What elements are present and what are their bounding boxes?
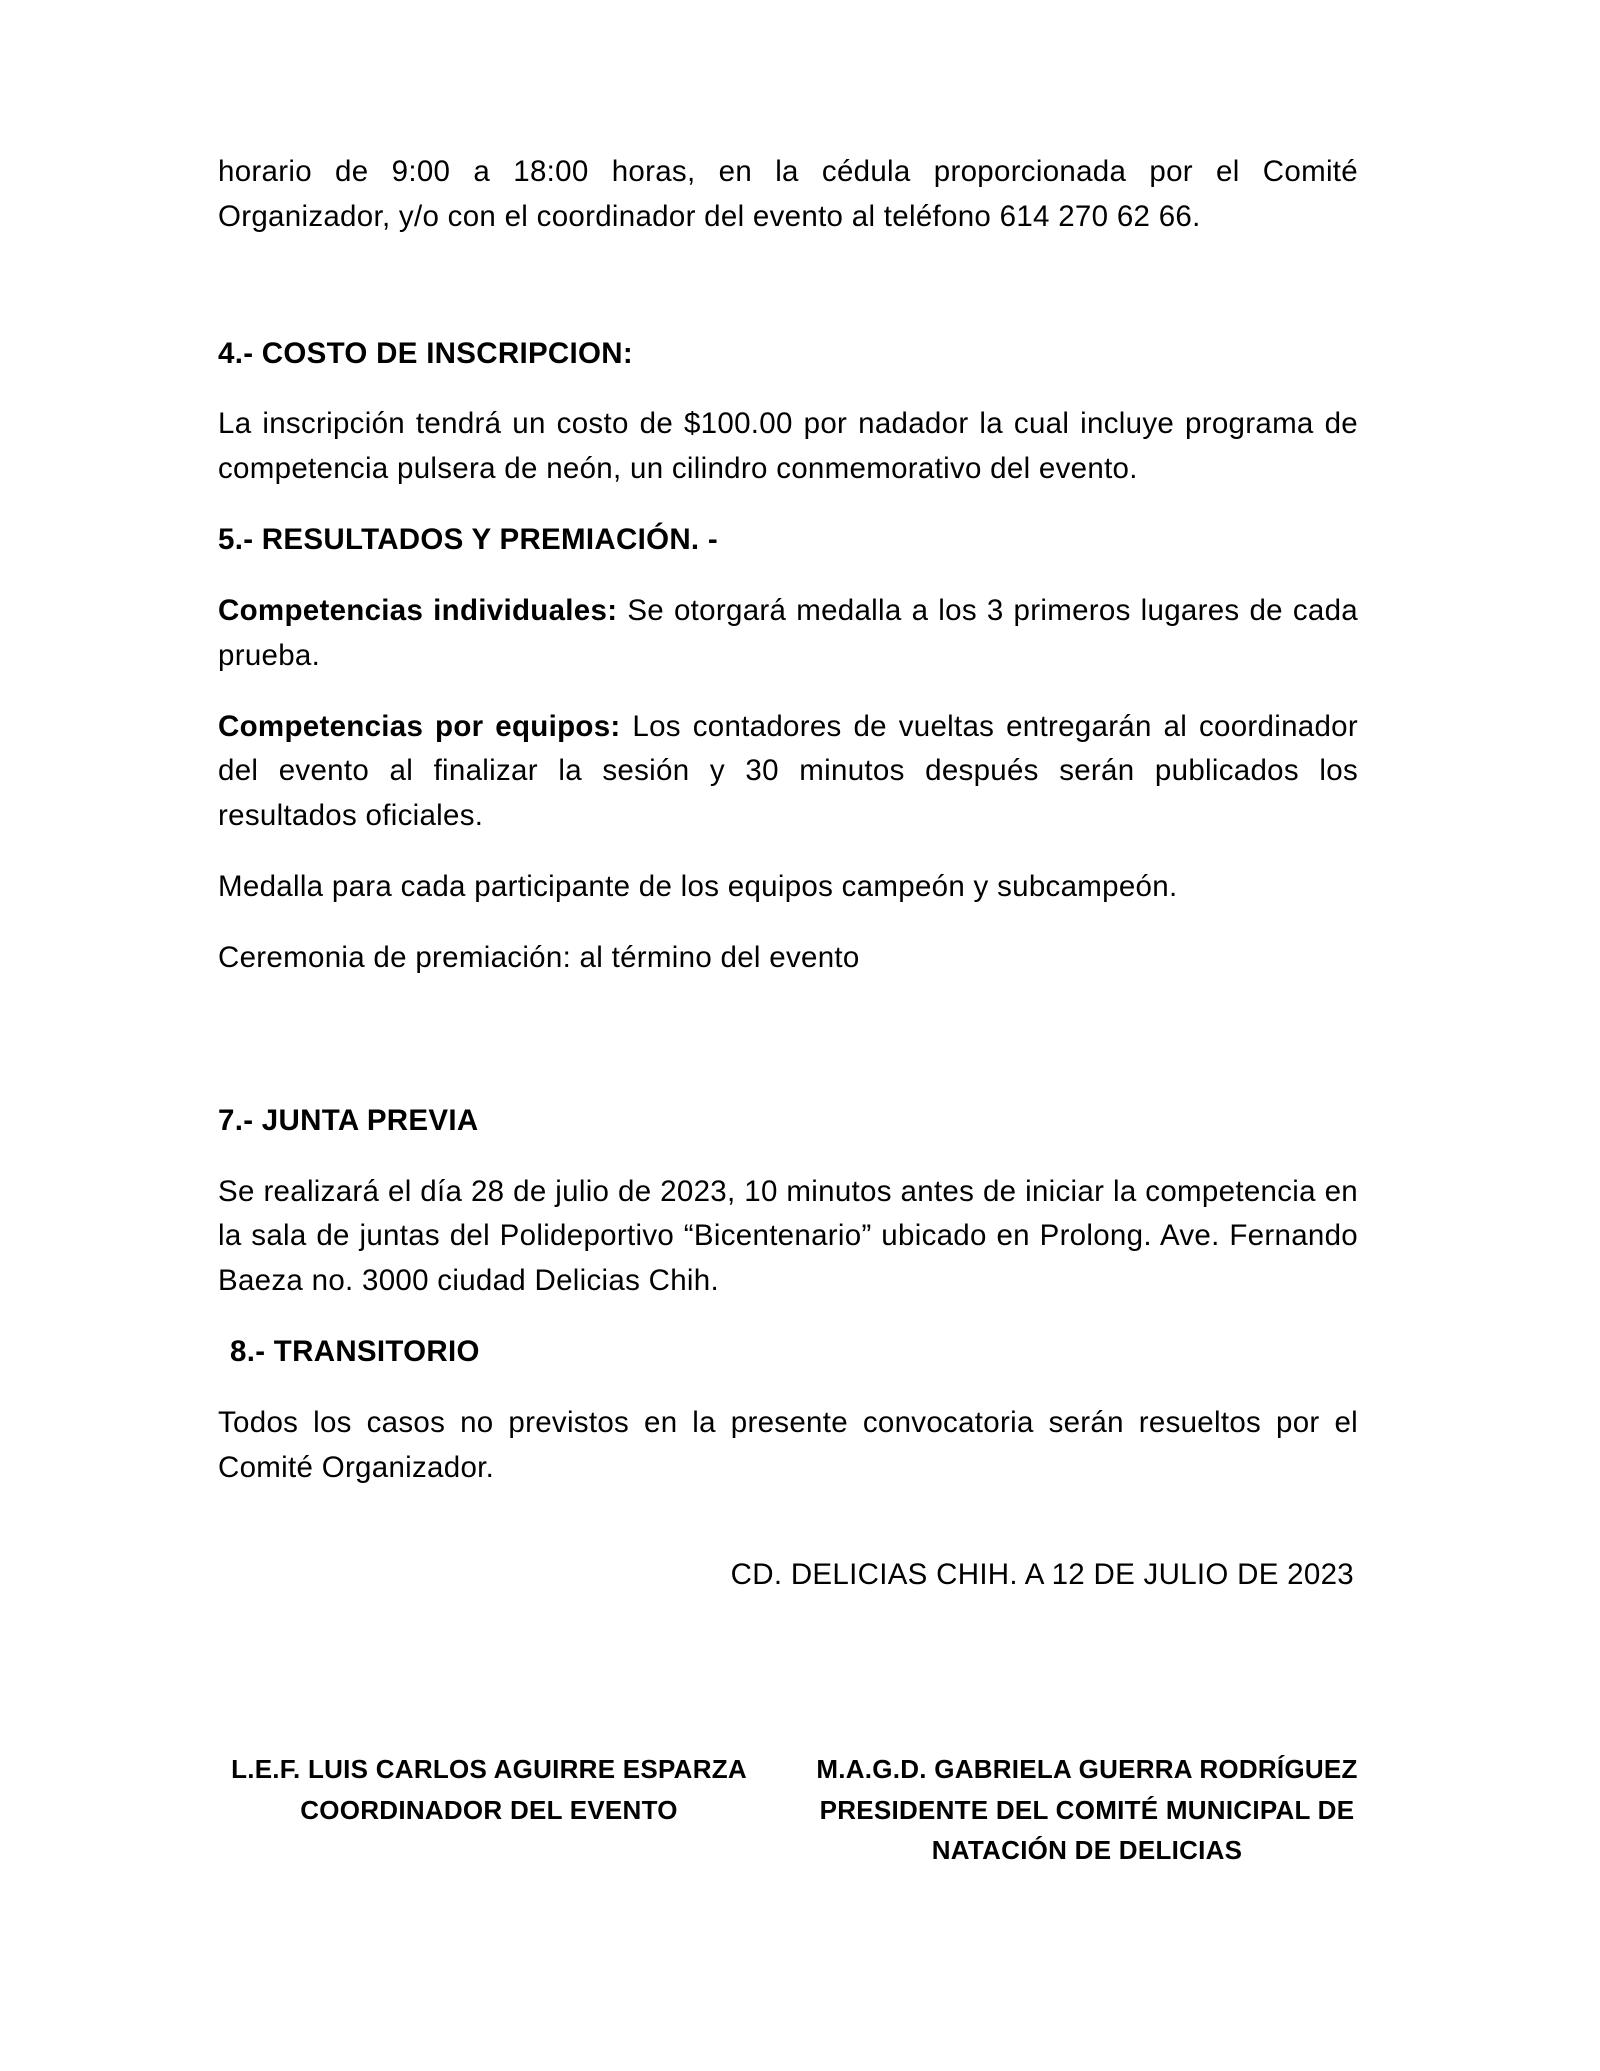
spacer xyxy=(218,563,1358,589)
spacer xyxy=(218,240,1358,332)
paragraph-junta-previa: Se realizará el día 28 de julio de 2023, 10 minutos antes de iniciar la competencia en la sala de juntas del Polideportivo “Bicentenario” ubicado en Prolong. Ave. Fernando Baeza no. 3000 ciudad Delicias Chih. xyxy=(218,1174,1358,1298)
spacer xyxy=(218,839,1358,865)
heading-resultados-premiacion: 5.- RESULTADOS Y PREMIACIÓN. - xyxy=(218,523,719,557)
heading-costo-inscripcion: 4.- COSTO DE INSCRIPCION: xyxy=(218,336,633,370)
signature-block xyxy=(218,1749,1358,1871)
text-competencias-individuales: Se otorgará medalla a los 3 primeros lugares de cada prueba. xyxy=(218,593,1358,672)
signature-left-name: L.E.F. LUIS CARLOS AGUIRRE ESPARZA xyxy=(231,1754,747,1785)
spacer xyxy=(218,1375,1358,1401)
heading-junta-previa: 7.- JUNTA PREVIA xyxy=(218,1103,479,1137)
spacer xyxy=(218,910,1358,936)
date-line: CD. DELICIAS CHIH. A 12 DE JULIO DE 2023 xyxy=(730,1557,1354,1591)
signature-left-title-1: COORDINADOR DEL EVENTO xyxy=(300,1794,678,1825)
document-body xyxy=(218,150,1358,1871)
spacer xyxy=(218,1304,1358,1330)
continuation-paragraph: horario de 9:00 a 18:00 horas, en la cédula proporcionada por el Comité Organizador, y/o con el coordinador del evento al teléfono 614 270 62 66. xyxy=(218,155,1358,233)
paragraph-competencias-equipos xyxy=(218,705,1358,839)
signature-right-title-2: NATACIÓN DE DELICIAS xyxy=(931,1835,1243,1866)
spacer xyxy=(218,1491,1358,1553)
signature-right xyxy=(790,1749,1358,1871)
signature-right-title-1: PRESIDENTE DEL COMITÉ MUNICIPAL DE xyxy=(819,1794,1355,1825)
text-competencias-equipos: Los contadores de vueltas entregarán al coordinador del evento al finalizar la sesión y 30 minutos después serán publicados los resultados oficiales. xyxy=(218,709,1358,833)
signature-left xyxy=(218,1749,790,1871)
spacer xyxy=(218,1144,1358,1170)
label-competencias-equipos: Competencias por equipos: xyxy=(218,709,621,743)
paragraph-ceremonia-premiacion: Ceremonia de premiación: al término del evento xyxy=(218,940,860,974)
heading-transitorio: 8.- TRANSITORIO xyxy=(230,1335,480,1369)
spacer xyxy=(218,981,1358,1099)
spacer xyxy=(218,376,1358,402)
spacer xyxy=(218,492,1358,518)
paragraph-competencias-individuales xyxy=(218,589,1358,679)
paragraph-medalla-equipos: Medalla para cada participante de los equipos campeón y subcampeón. xyxy=(218,870,1178,904)
spacer xyxy=(218,679,1358,705)
paragraph-costo-inscripcion: La inscripción tendrá un costo de $100.00 por nadador la cual incluye programa de competencia pulsera de neón, un cilindro conmemorativo del evento. xyxy=(218,407,1358,486)
label-competencias-individuales: Competencias individuales: xyxy=(218,593,618,627)
paragraph-transitorio: Todos los casos no previstos en la presente convocatoria serán resueltos por el Comité Organizador. xyxy=(218,1405,1358,1484)
signature-right-name: M.A.G.D. GABRIELA GUERRA RODRÍGUEZ xyxy=(816,1754,1358,1785)
